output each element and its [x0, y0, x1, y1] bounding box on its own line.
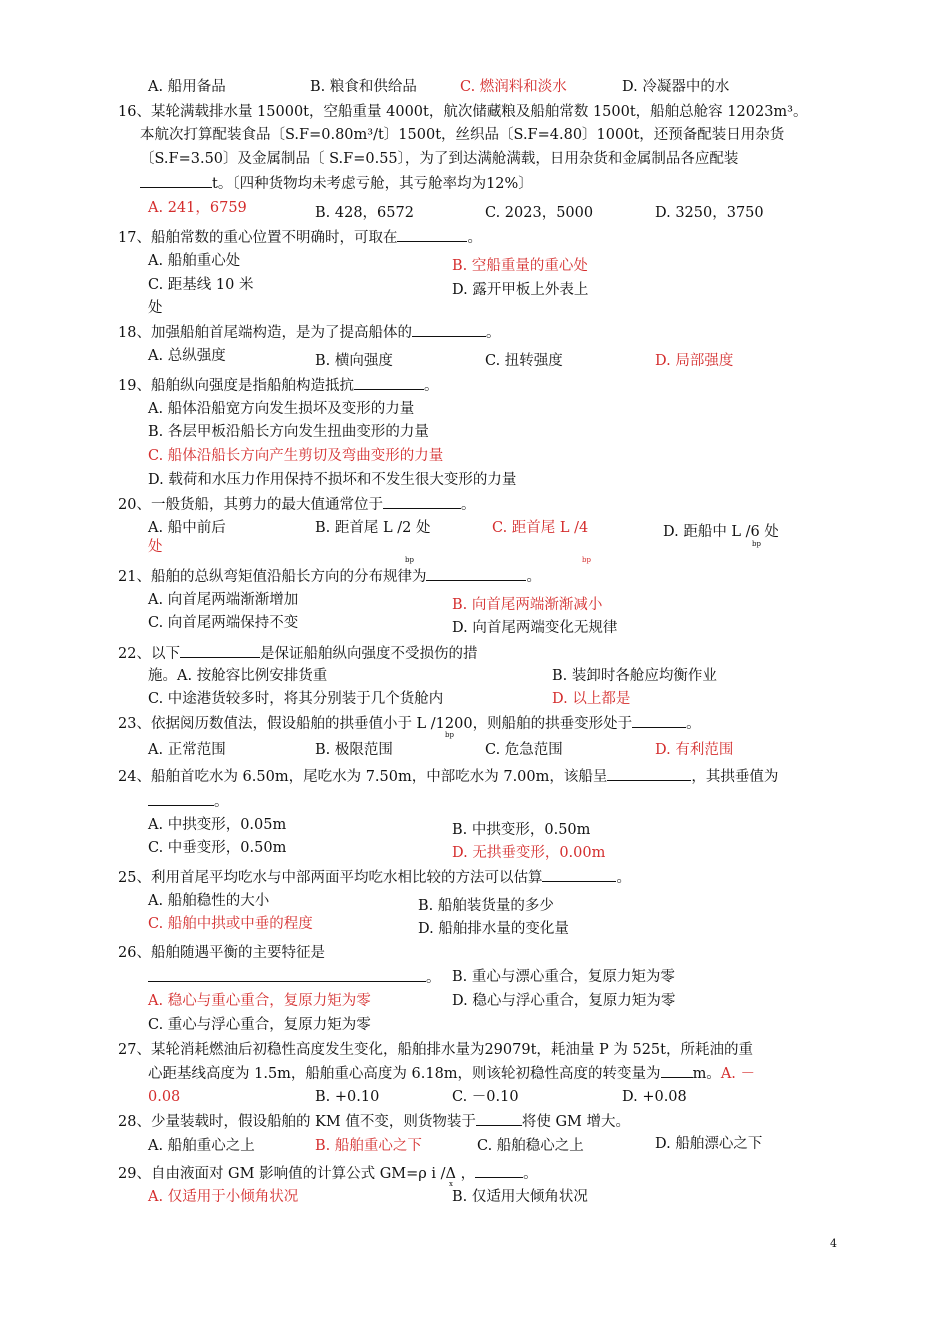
q16-stem-line1: 16、某轮满载排水量 15000t，空船重量 4000t，航次储藏粮及船舶常数 1500t，船舶总舱容 12023m³。 — [118, 104, 808, 120]
q22-option-c: C. 中途港货较多时，将其分别装于几个货舱内 — [148, 691, 444, 707]
q27-option-a-part2: 0.08 — [148, 1089, 181, 1105]
q15-option-b: B. 粮食和供给品 — [310, 79, 417, 95]
q18-answer-blank — [412, 322, 486, 337]
q29-option-a: A. 仅适用于小倾角状况 — [148, 1189, 299, 1205]
q19-stem-end: 。 — [423, 378, 439, 394]
q25-stem-text: 25、利用首尾平均吃水与中部两面平均吃水相比较的方法可以估算 — [118, 870, 543, 886]
q22-stem-text2: 是保证船舶纵向强度不受损伤的措 — [259, 646, 478, 662]
q20-option-a-wrap: 处 — [148, 539, 163, 555]
q16-option-a: A. 241，6759 — [148, 200, 247, 216]
q23-stem — [118, 713, 701, 734]
q15-option-a: A. 船用备品 — [148, 79, 226, 95]
q19-stem-text: 19、船舶纵向强度是指船舶构造抵抗 — [118, 378, 354, 394]
q25-option-d: D. 船舶排水量的变化量 — [418, 921, 569, 937]
q18-option-b: B. 横向强度 — [315, 353, 393, 369]
q26-stem-end: 。 — [426, 970, 441, 986]
q25-option-c: C. 船舶中拱或中垂的程度 — [148, 916, 313, 932]
q28-stem-text: 28、少量装载时，假设船舶的 KM 值不变，则货物装于 — [118, 1114, 476, 1130]
q25-option-a: A. 船舶稳性的大小 — [148, 893, 270, 909]
q16-stem-line2: 本航次打算配装食品〔S.F=0.80m³/t〕1500t，丝织品〔S.F=4.80〕1000t，还预备配装日用杂货 — [140, 127, 785, 143]
q23-subscript: bp — [445, 731, 454, 739]
page-number: 4 — [830, 1237, 837, 1250]
q19-answer-blank — [354, 375, 424, 390]
q28-stem-end: 将使 GM 增大。 — [521, 1114, 631, 1130]
q24-option-d: D. 无拱垂变形，0.00m — [452, 845, 606, 861]
q25-option-b: B. 船舶装货量的多少 — [418, 898, 554, 914]
q28-option-b: B. 船舶重心之下 — [315, 1138, 422, 1154]
q16-option-d: D. 3250，3750 — [655, 205, 764, 221]
q16-option-b: B. 428，6572 — [315, 205, 414, 221]
q19-option-c: C. 船体沿船长方向产生剪切及弯曲变形的力量 — [148, 448, 444, 464]
q26-answer-blank — [148, 967, 426, 982]
q20-stem — [118, 494, 475, 515]
q20-subscript-d: bp — [752, 540, 761, 548]
q26-stem: 26、船舶随遇平衡的主要特征是 — [118, 945, 325, 961]
q17-option-b: B. 空船重量的重心处 — [452, 258, 588, 274]
q26-stem-cont — [148, 967, 441, 988]
q19-stem — [118, 375, 438, 396]
q29-stem — [118, 1163, 538, 1184]
q24-stem — [118, 766, 778, 787]
q26-option-a: A. 稳心与重心重合，复原力矩为零 — [148, 993, 371, 1009]
q27-stem-end: m。 — [692, 1066, 721, 1082]
q20-stem-end: 。 — [460, 497, 476, 513]
q23-stem-end: 。 — [686, 716, 701, 732]
q21-stem — [118, 566, 541, 587]
q24-option-a: A. 中拱变形，0.05m — [148, 817, 287, 833]
q16-stem-line4-text: t。〔四种货物均未考虑亏舱，其亏舱率均为12%〕 — [212, 176, 533, 192]
q27-option-a-part1: A. － — [720, 1066, 756, 1082]
q21-answer-blank — [426, 566, 526, 581]
q23-option-a: A. 正常范围 — [148, 742, 226, 758]
q29-stem-text: 29、自由液面对 GM 影响值的计算公式 GM=ρ i /Δ ， — [118, 1166, 476, 1182]
q27-stem-line2 — [148, 1063, 755, 1084]
q17-stem — [118, 227, 482, 248]
q28-option-a: A. 船舶重心之上 — [148, 1138, 255, 1154]
q25-stem-end: 。 — [616, 870, 631, 886]
q17-option-d: D. 露开甲板上外表上 — [452, 282, 589, 298]
q18-stem-end: 。 — [485, 325, 501, 341]
q24-stem-mid: ，其拱垂值为 — [691, 769, 779, 785]
q20-stem-text: 20、一般货船，其剪力的最大值通常位于 — [118, 497, 383, 513]
q23-answer-blank — [632, 713, 686, 728]
q20-option-d: D. 距船中 L /6 处 — [663, 524, 779, 540]
q25-answer-blank — [542, 867, 616, 882]
q21-option-c: C. 向首尾两端保持不变 — [148, 615, 299, 631]
q22-option-a-line: 施。A. 按舱容比例安排货重 — [148, 668, 328, 684]
q24-stem-end: 。 — [214, 794, 229, 810]
q21-stem-text: 21、船舶的总纵弯矩值沿船长方向的分布规律为 — [118, 569, 427, 585]
q22-option-b: B. 装卸时各舱应均衡作业 — [552, 668, 717, 684]
q23-option-d: D. 有利范围 — [655, 742, 734, 758]
q16-answer-blank — [140, 173, 212, 188]
q23-option-b: B. 极限范围 — [315, 742, 393, 758]
q17-stem-end: 。 — [467, 230, 482, 246]
q24-answer-blank-2 — [148, 791, 214, 806]
q15-option-d: D. 冷凝器中的水 — [622, 79, 730, 95]
q24-answer-blank-1 — [607, 766, 691, 781]
q26-option-b: B. 重心与漂心重合，复原力矩为零 — [452, 969, 675, 985]
q18-option-d: D. 局部强度 — [655, 353, 734, 369]
q22-option-d: D. 以上都是 — [552, 691, 631, 707]
q27-answer-blank — [661, 1063, 693, 1078]
q21-option-d: D. 向首尾两端变化无规律 — [452, 620, 618, 636]
q19-option-d: D. 载荷和水压力作用保持不损坏和不发生很大变形的力量 — [148, 472, 517, 488]
q19-option-b: B. 各层甲板沿船长方向发生扭曲变形的力量 — [148, 424, 429, 440]
q27-stem-text: 心距基线高度为 1.5m，船舶重心高度为 6.18m，则该轮初稳性高度的转变量为 — [148, 1066, 661, 1082]
q23-stem-text: 23、依据阅历数值法，假设船舶的拱垂值小于 L /1200，则船舶的拱垂变形处于 — [118, 716, 633, 732]
q27-option-c: C. －0.10 — [452, 1089, 519, 1105]
q29-stem-end: 。 — [523, 1166, 538, 1182]
q29-subscript: x — [449, 1180, 453, 1188]
q20-option-a: A. 船中前后 — [148, 520, 226, 536]
q24-option-b: B. 中拱变形，0.50m — [452, 822, 591, 838]
q16-option-c: C. 2023，5000 — [485, 205, 594, 221]
q26-option-d: D. 稳心与浮心重合，复原力矩为零 — [452, 993, 676, 1009]
q20-subscript-c: bp — [582, 556, 591, 564]
q21-option-b: B. 向首尾两端渐渐减小 — [452, 597, 603, 613]
q27-stem-line1: 27、某轮消耗燃油后初稳性高度发生变化，船舶排水量为29079t，耗油量 P 为 525t，所耗油的重 — [118, 1042, 753, 1058]
q20-option-c: C. 距首尾 L /4 — [492, 520, 589, 536]
q26-option-c: C. 重心与浮心重合，复原力矩为零 — [148, 1017, 371, 1033]
q18-option-c: C. 扭转强度 — [485, 353, 563, 369]
q27-option-d: D. +0.08 — [622, 1089, 687, 1105]
q28-stem — [118, 1111, 630, 1132]
q18-option-a: A. 总纵强度 — [148, 348, 226, 364]
q18-stem-text: 18、加强船舶首尾端构造，是为了提高船体的 — [118, 325, 412, 341]
q24-stem-text: 24、船舶首吃水为 6.50m，尾吃水为 7.50m，中部吃水为 7.00m，该船呈 — [118, 769, 608, 785]
q25-stem — [118, 867, 631, 888]
q22-stem — [118, 643, 477, 664]
q17-option-c: C. 距基线 10 米 — [148, 277, 254, 293]
q20-option-b: B. 距首尾 L /2 处 — [315, 520, 431, 536]
q27-option-b: B. +0.10 — [315, 1089, 380, 1105]
q17-stem-text: 17、船舶常数的重心位置不明确时，可取在 — [118, 230, 398, 246]
q20-answer-blank — [383, 494, 461, 509]
q16-stem-line4 — [140, 173, 533, 194]
q17-option-c-wrap: 处 — [148, 300, 163, 316]
q23-option-c: C. 危急范围 — [485, 742, 563, 758]
q28-answer-blank — [476, 1111, 522, 1126]
q17-option-a: A. 船舶重心处 — [148, 253, 241, 269]
q21-stem-end: 。 — [526, 569, 541, 585]
q29-answer-blank — [475, 1163, 523, 1178]
q29-option-b: B. 仅适用大倾角状况 — [452, 1189, 588, 1205]
q24-stem-cont — [148, 791, 229, 812]
q22-answer-blank — [180, 643, 260, 658]
q24-option-c: C. 中垂变形，0.50m — [148, 840, 287, 856]
q19-option-a: A. 船体沿船宽方向发生损坏及变形的力量 — [148, 401, 415, 417]
q22-stem-text1: 22、以下 — [118, 646, 180, 662]
q16-stem-line3: 〔S.F=3.50〕及金属制品〔 S.F=0.55〕，为了到达满舱满载，日用杂货和金属制品各应配装 — [140, 151, 739, 167]
q21-option-a: A. 向首尾两端渐渐增加 — [148, 592, 299, 608]
q17-answer-blank — [397, 227, 467, 242]
q20-subscript-b: bp — [405, 556, 414, 564]
q18-stem — [118, 322, 500, 343]
q15-option-c: C. 燃润料和淡水 — [460, 79, 567, 95]
q28-option-c: C. 船舶稳心之上 — [477, 1138, 584, 1154]
q28-option-d: D. 船舶漂心之下 — [655, 1136, 763, 1152]
